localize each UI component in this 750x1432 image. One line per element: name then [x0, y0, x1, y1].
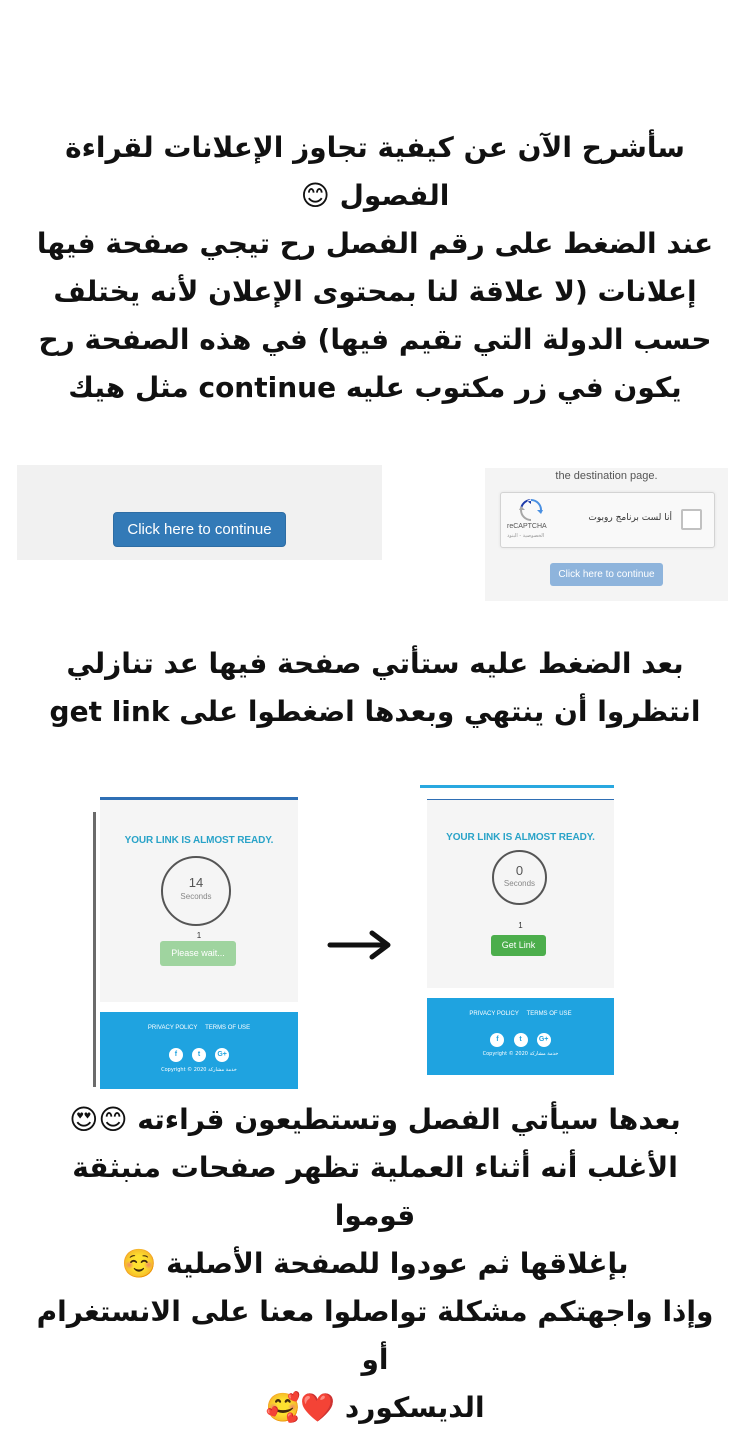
intro-text [30, 124, 720, 412]
ready-heading: YOUR LINK IS ALMOST READY. [124, 835, 274, 846]
intro-line: إعلانات (لا علاقة لنا بمحتوى الإعلان لأنه يختلف [53, 275, 697, 308]
outro-line: الأغلب أنه أثناء العملية تظهر صفحات منبثقة قوموا [72, 1151, 678, 1232]
recaptcha-label: reCAPTCHA [507, 523, 547, 530]
captcha-widget [500, 492, 715, 548]
site-footer [100, 1012, 298, 1089]
top-border [420, 785, 614, 788]
countdown-panel [427, 800, 614, 988]
recaptcha-links: الخصوصية - البنود [507, 533, 545, 539]
outro-line: الديسكورد ❤️🥰 [265, 1391, 485, 1424]
arrow-right-icon [328, 925, 394, 965]
countdown-screenshot-ready [420, 785, 614, 1075]
intro-line: سأشرح الآن عن كيفية تجاوز الإعلانات لقراءة [65, 131, 685, 164]
robot-label: أنا لست برنامج روبوت [588, 513, 672, 523]
copyright: Copyright © 2020 خدمة مشاركة [161, 1067, 237, 1073]
footer-links [100, 1025, 298, 1031]
middle-line: انتظروا أن ينتهي وبعدها اضغطوا على get link [49, 695, 701, 728]
terms-link[interactable]: TERMS OF USE [205, 1025, 251, 1031]
social-icons [100, 1041, 298, 1062]
page-number: 1 [518, 921, 523, 930]
continue-screenshot [17, 465, 382, 560]
social-icons [427, 1026, 614, 1047]
countdown-panel [100, 800, 298, 1002]
twitter-icon[interactable]: t [514, 1033, 528, 1047]
continue-button-disabled[interactable]: Click here to continue [550, 563, 663, 586]
intro-line: الفصول 😊 [300, 179, 450, 212]
intro-line: عند الضغط على رقم الفصل رح تيجي صفحة فيها [36, 227, 714, 260]
page-number: 1 [196, 931, 202, 940]
ready-heading: YOUR LINK IS ALMOST READY. [446, 832, 595, 843]
outro-text [30, 1096, 720, 1432]
not-robot-checkbox[interactable] [681, 509, 702, 530]
footer-links [427, 1011, 614, 1017]
privacy-link[interactable]: PRIVACY POLICY [147, 1025, 198, 1031]
countdown-unit: Seconds [180, 892, 212, 901]
intro-line: يكون في زر مكتوب عليه continue مثل هيك [68, 371, 682, 404]
countdown-unit: Seconds [503, 879, 536, 888]
recaptcha-icon [511, 499, 551, 525]
please-wait-button[interactable]: Please wait... [160, 941, 236, 966]
get-link-button[interactable]: Get Link [491, 935, 546, 956]
privacy-link[interactable]: PRIVACY POLICY [469, 1011, 519, 1017]
middle-text [30, 640, 720, 736]
site-footer [427, 998, 614, 1075]
outro-line: وإذا واجهتكم مشكلة تواصلوا معنا على الانستغرام أو [36, 1295, 714, 1376]
google-plus-icon[interactable]: G+ [215, 1048, 229, 1062]
countdown-number: 14 [188, 875, 204, 890]
destination-text: the destination page. [555, 470, 658, 482]
outro-line: بإغلاقها ثم عودوا للصفحة الأصلية ☺️ [121, 1247, 629, 1280]
countdown-screenshot-waiting [93, 797, 298, 1089]
outro-line: بعدها سيأتي الفصل وتستطيعون قراءته 😊😍 [69, 1103, 681, 1136]
countdown-number: 0 [515, 863, 524, 878]
facebook-icon[interactable]: f [490, 1033, 504, 1047]
terms-link[interactable]: TERMS OF USE [526, 1011, 572, 1017]
middle-line: بعد الضغط عليه ستأتي صفحة فيها عد تنازلي [66, 647, 684, 680]
countdown-circle [492, 850, 547, 905]
copyright: Copyright © 2020 خدمة مشاركة [482, 1051, 559, 1057]
intro-line: حسب الدولة التي تقيم فيها) في هذه الصفحة رح [38, 323, 712, 356]
divider [93, 812, 96, 1087]
captcha-screenshot [485, 468, 728, 601]
google-plus-icon[interactable]: G+ [537, 1033, 551, 1047]
countdown-circle [161, 856, 231, 926]
twitter-icon[interactable]: t [192, 1048, 206, 1062]
continue-button[interactable]: Click here to continue [113, 512, 286, 547]
facebook-icon[interactable]: f [169, 1048, 183, 1062]
